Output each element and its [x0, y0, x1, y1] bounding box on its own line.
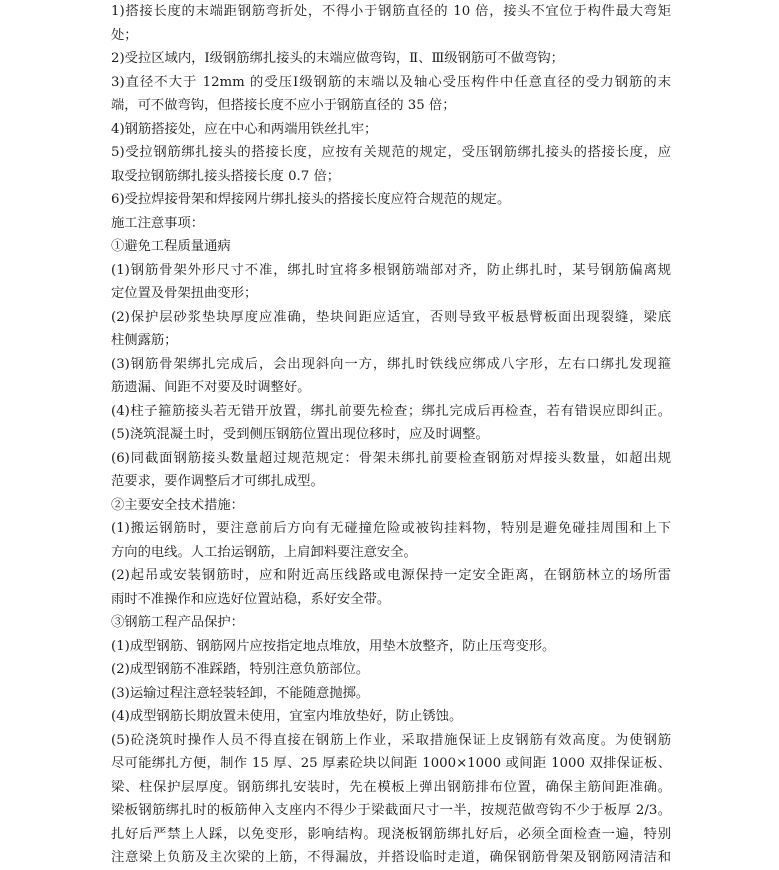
text-line: (2)起吊或安装钢筋时，应和附近高压线路或电源保持一定安全距离，在钢筋林立的场所雷 — [111, 568, 671, 583]
text-line: 6)受拉焊接骨架和焊接网片绑扎接头的搭接长度应符合规范的规定。 — [111, 192, 511, 207]
text-line: (1)成型钢筋、钢筋网片应按指定地点堆放，用垫木放整齐，防止压弯变形。 — [111, 638, 556, 654]
text-line: 雨时不准操作和应选好位置站稳，系好安全带。 — [111, 591, 391, 607]
text-line: 方向的电线。人工抬运钢筋，上肩卸料要注意安全。 — [111, 544, 417, 560]
text-line: 定位置及骨架扭曲变形； — [111, 286, 258, 301]
text-line: (2)保护层砂浆垫块厚度应准确，垫块间距应适宜，否则导致平板悬臂板面出现裂缝，梁底 — [111, 309, 671, 325]
text-line: 1)搭接长度的末端距钢筋弯折处，不得小于钢筋直径的 10 倍，接头不宜位于构件最大弯矩 — [111, 4, 671, 19]
text-line: 柱侧露筋； — [111, 333, 178, 348]
text-line: (3)钢筋骨架绑扎完成后，会出现斜向一方，绑扎时铁线应绑成八字形，左右口绑扎发现箍 — [111, 356, 671, 372]
text-line: (6)同截面钢筋接头数量超过规范规定：骨架未绑扎前要检查钢筋对焊接头数量，如超出规 — [111, 450, 671, 466]
text-line: 处； — [111, 27, 138, 43]
text-line: 2)受拉区域内，Ⅰ级钢筋绑扎接头的末端应做弯钩，Ⅱ、Ⅲ级钢筋可不做弯钩； — [111, 51, 564, 66]
text-line: (5)砼浇筑时操作人员不得直接在钢筋上作业，采取措施保证上皮钢筋有效高度。为使钢筋 — [111, 732, 671, 748]
text-line: 取受拉钢筋绑扎接头搭接长度 0.7 倍； — [111, 168, 341, 184]
text-line: 筋遗漏、间距不对要及时调整好。 — [111, 380, 311, 395]
text-line: 注意梁上负筋及主次梁的上筋，不得漏放，并搭设临时走道，确保钢筋骨架及钢筋网清洁和 — [111, 850, 671, 865]
text-line: 尽可能绑扎方便，制作 15 厚、25 厚素砼块以间距 1000×1000 或间距 1000 双排保证板、 — [111, 756, 671, 771]
text-line: (1)搬运钢筋时，要注意前后方向有无碰撞危险或被钩挂料物，特别是避免碰挂周围和上下 — [111, 521, 671, 536]
text-line: (5)浇筑混凝土时，受到侧压钢筋位置出现位移时，应及时调整。 — [111, 427, 489, 442]
document-body — [111, 0, 671, 870]
text-line: ①避免工程质量通病 — [111, 239, 231, 254]
text-line: (1)钢筋骨架外形尺寸不准，绑扎时宜将多根钢筋端部对齐，防止绑扎时，某号钢筋偏离规 — [111, 262, 671, 278]
text-line: 4)钢筋搭接处，应在中心和两端用铁丝扎牢； — [111, 121, 378, 137]
text-line: 梁、柱保护层厚度。钢筋绑扎安装时，先在模板上弹出钢筋排布位置，确保主筋间距准确。 — [111, 779, 671, 795]
text-line: (2)成型钢筋不准踩踏，特别注意负筋部位。 — [111, 662, 370, 677]
text-line: 扎好后严禁上人踩，以免变形，影响结构。现浇板钢筋绑扎好后，必须全面检查一遍，特别 — [111, 826, 671, 842]
text-line: 端，可不做弯钩，但搭接长度不应小于钢筋直径的 35 倍； — [111, 98, 456, 113]
text-line: ②主要安全技术措施： — [111, 497, 244, 513]
text-line: 施工注意事项： — [111, 215, 205, 231]
text-line: ③钢筋工程产品保护： — [111, 615, 244, 630]
text-line: (4)成型钢筋长期放置未使用，宜室内堆放垫好，防止锈蚀。 — [111, 709, 463, 724]
text-line: (3)运输过程注意轻装轻卸，不能随意抛掷。 — [111, 685, 370, 701]
text-line: 范要求，要作调整后才可绑扎成型。 — [111, 474, 324, 489]
text-line: (4)柱子箍筋接头若无错开放置，绑扎前要先检查；绑扎完成后再检查，若有错误应即纠正。 — [111, 403, 671, 419]
text-line: 梁板钢筋绑扎时的板筋伸入支座内不得少于梁截面尺寸一半，按规范做弯钩不少于板厚 2/3。 — [111, 803, 671, 818]
text-line: 3)直径不大于 12mm 的受压Ⅰ级钢筋的末端以及轴心受压构件中任意直径的受力钢筋的末 — [111, 74, 671, 90]
text-line: 5)受拉钢筋绑扎接头的搭接长度，应按有关规范的规定，受压钢筋绑扎接头的搭接长度，应 — [111, 145, 671, 160]
